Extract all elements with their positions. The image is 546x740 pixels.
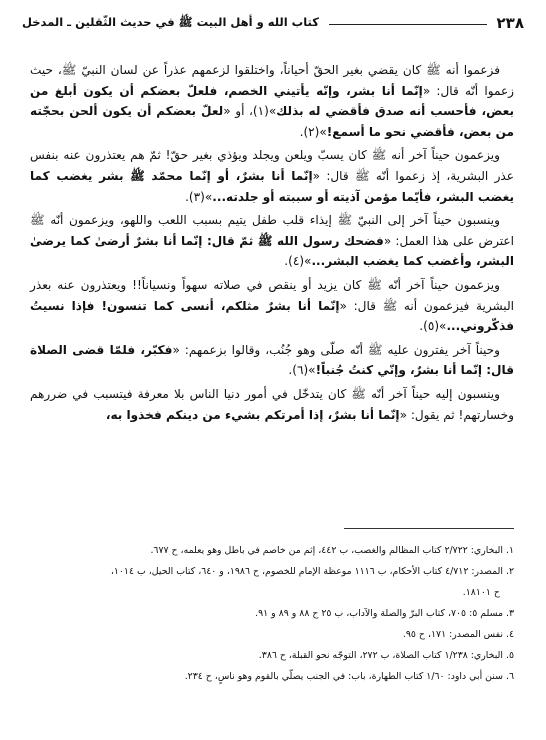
footnote: ٣. مسلم ٥: ٧٠٥، كتاب البرّ والصلة والآداب، ب ٢٥ ح ٨٨ و ٨٩ و ٩١.: [255, 608, 514, 619]
hadith-quote: إنّما أنا بشرٌ مثلكم، أنسى كما تنسون! فإذا نسيتُ فذكّروني...: [30, 298, 514, 334]
text-segment: »(٥).: [419, 319, 447, 334]
running-title: كتاب الله و أهل البيت ﷺ في حديث الثّقلين ـ المدخل: [22, 14, 319, 29]
paragraph: [30, 384, 514, 425]
paragraph: [30, 60, 514, 142]
footnote: ٢. المصدر: ٤/٧١٢ كتاب الأحكام، ب ١١١٦ موعظة الإمام للخصوم، ح ١٩٨٦، و ٦٤٠، كتاب الحيل، ب ١٠١٤،: [110, 566, 514, 577]
hadith-quote: فكبّر، فلمّا قضى الصلاة قال: إنّما أنا بشرٌ، وإنّي كنتُ جُنباً!: [30, 342, 514, 378]
text-segment: »(١)، أو «: [223, 104, 277, 119]
text-segment: »(٤).: [284, 254, 312, 269]
footnote: ٥. البخاري: ١/٢٣٨ كتاب الصلاة، ب ٢٧٢، التوجّه نحو القبلة، ح ٣٨٦.: [258, 650, 514, 661]
footnote: ١. البخاري: ٢/٧٢٢ كتاب المظالم والغصب، ب ٤٤٢، إثم من خاصم في باطل وهو يعلمه، ح ٦٧٧.: [150, 545, 514, 556]
hadith-quote: لعلّ بعضكم أن يكون ألحن بحجّته من بعض، فأقضي نحو ما أسمع!: [30, 104, 514, 139]
text-segment: ويزعمون حيناً آخر أنه ﷺ كان يسبّ ويلعن ويجلد ويؤذي بغير حقّ! ثمّ هم يعتذرون عنه بنفس عذر البشرية، إذ زعموا أنّه ﷺ قال: «: [30, 148, 514, 183]
text-segment: »(٦).: [288, 363, 316, 378]
text-segment: وينسبون إليه حيناً آخر أنّه ﷺ كان يتدخّل في أمور دنيا الناس بلا معرفة فيتسبب في ضررهم وخسارتهم! ثم يقول: «: [30, 386, 514, 422]
paragraph: [30, 275, 514, 337]
paragraph: [30, 145, 514, 207]
hadith-quote: إنّما أنا بشرٌ، إذا أمرتكم بشيء من دينكم فخذوا به،: [105, 407, 400, 422]
page-number: ٢٣٨: [496, 14, 524, 32]
footnote-separator: [344, 528, 514, 529]
main-text: [30, 60, 514, 428]
header-rule: [329, 24, 487, 25]
text-segment: ويزعمون حيناً آخر أنّه ﷺ كان يزيد أو ينقص في صلاته سهواً ونسياناً!! ويعتذرون عنه بعذر البشرية فيزعمون أنه ﷺ قال: «: [30, 277, 514, 313]
footnote-continuation: ح ١٨١٠١.: [462, 587, 500, 598]
text-segment: وينسبون حيناً آخر إلى النبيّ ﷺ إيذاء قلب طفل يتيم بسبب اللعب واللهو، ويزعمون أنّه ﷺ اعترض على هذا العمل: «: [30, 213, 514, 248]
footnotes: [30, 540, 514, 687]
hadith-quote: فضحك رسول الله ﷺ ثمّ قال: إنّما أنا بشرٌ أرضىٰ كما يرضىٰ البشر، وأغضب كما يغضب البشر...: [30, 233, 514, 269]
text-segment: »(٣).: [185, 189, 213, 204]
paragraph: [30, 210, 514, 272]
page-header: [22, 10, 524, 36]
text-segment: فزعموا أنه ﷺ كان يقضي بغير الحقّ أحياناً، واختلقوا لزعمهم عذراً عن لسان النبيّ ﷺ، حيث زعموا أنّه قال: «: [30, 63, 514, 98]
hadith-quote: إنّما أنا بشرٌ، أو إنّما محمّد ﷺ بشر يغضب كما يغضب البشر، فأيّما مؤمن آذيته أو سببته أو جلدته...: [30, 168, 514, 204]
hadith-quote: إنّما أنا بشر، وإنّه يأتيني الخصم، فلعلّ بعضكم أن يكون أبلغ من بعض، فأحسب أنه صدق فأقضي له بذلك: [30, 83, 514, 119]
footnote: ٤. نفس المصدر: ١٧١، ح ٩٥.: [402, 629, 514, 640]
text-segment: وحيناً آخر يفترون عليه ﷺ أنّه صلّى وهو جُنُب، وقالوا بزعمهم: «: [172, 342, 500, 357]
paragraph: [30, 340, 514, 381]
text-segment: »(٢).: [299, 124, 327, 139]
footnote: ٦. سنن أبي داود: ١/٦٠ كتاب الطهارة، باب: في الجنب يصلّي بالقوم وهو ناسٍ، ح ٢٣٤.: [184, 671, 514, 682]
